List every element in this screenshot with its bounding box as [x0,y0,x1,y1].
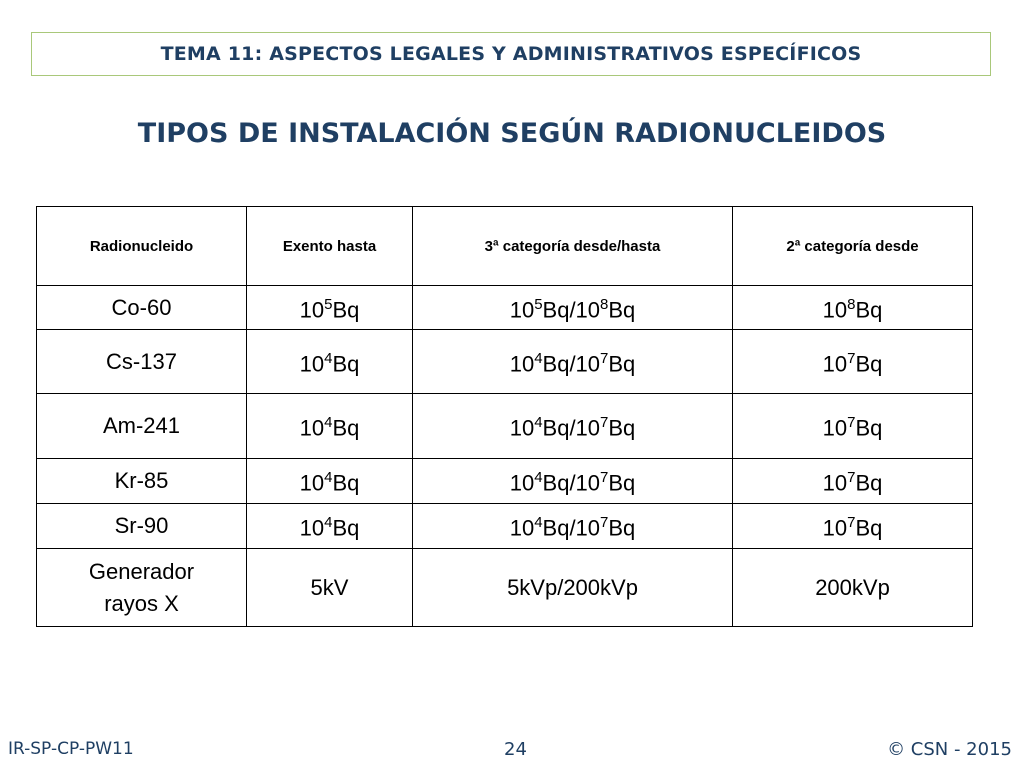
exponent: 7 [600,514,609,532]
header-banner [31,32,991,76]
exponent: 7 [600,349,609,367]
footer-code: IR-SP-CP-PW11 [8,739,134,759]
cell-radionuclide [37,394,247,459]
cell-third-category: $10^4Bq/10^7Bq$ [413,459,733,504]
exponent: 7 [847,514,856,532]
exponent: 4 [534,349,543,367]
exponent: 7 [847,469,856,487]
exponent: 4 [324,514,333,532]
cell-exempt: $10^4Bq$ [247,459,413,504]
table-row [37,459,973,504]
table-row [37,549,973,627]
exponent: 8 [600,295,609,313]
cell-second-category: $10^8Bq$ [733,286,973,330]
cell-radionuclide [37,549,247,627]
cell-second-category: $10^7Bq$ [733,504,973,549]
exponent: 4 [324,414,333,432]
page-number: 24 [504,739,527,760]
cell-third-category: $10^5Bq/10^8Bq$ [413,286,733,330]
cell-second-category: $10^7Bq$ [733,394,973,459]
header-exempt: Exento hasta [247,207,413,286]
cell-second-category: 200kVp [733,549,973,627]
exponent: 7 [847,414,856,432]
cell-radionuclide [37,459,247,504]
nuclide-line: Am-241 [102,413,181,438]
header-second-category: 2ª categoría desde [733,207,973,286]
header-text: TEMA 11: ASPECTOS LEGALES Y ADMINISTRATIVOS ESPECÍFICOS [160,43,862,65]
nuclide-line: Sr-90 [114,513,169,538]
table-row [37,504,973,549]
cell-second-category: $10^7Bq$ [733,330,973,394]
table-body [37,286,973,627]
radionuclide-table [36,206,973,627]
exponent: 4 [324,349,333,367]
header-radionuclide: Radionucleido [37,207,247,286]
table-row [37,330,973,394]
cell-third-category: 5kVp/200kVp [413,549,733,627]
exponent: 8 [847,295,856,313]
cell-radionuclide [37,504,247,549]
nuclide-line: Generador [88,558,195,584]
exponent: 4 [534,469,543,487]
cell-third-category: $10^4Bq/10^7Bq$ [413,330,733,394]
nuclide-line: Co-60 [111,294,172,320]
exponent: 5 [534,295,543,313]
exponent: 7 [600,414,609,432]
cell-radionuclide [37,286,247,330]
cell-exempt: $10^5Bq$ [247,286,413,330]
table-header-row [37,207,973,286]
exponent: 7 [847,349,856,367]
header-third-category: 3ª categoría desde/hasta [413,207,733,286]
exponent: 4 [534,514,543,532]
cell-third-category: $10^4Bq/10^7Bq$ [413,394,733,459]
table-row [37,394,973,459]
cell-third-category: $10^4Bq/10^7Bq$ [413,504,733,549]
cell-exempt: 5kV [247,549,413,627]
slide-title: TIPOS DE INSTALACIÓN SEGÚN RADIONUCLEIDOS [137,118,887,149]
nuclide-line: Kr-85 [114,468,169,493]
footer-copyright: © CSN - 2015 [887,739,1012,760]
cell-exempt: $10^4Bq$ [247,330,413,394]
nuclide-line: Cs-137 [106,348,177,374]
cell-second-category: $10^7Bq$ [733,459,973,504]
cell-exempt: $10^4Bq$ [247,504,413,549]
exponent: 7 [600,469,609,487]
cell-radionuclide [37,330,247,394]
cell-exempt: $10^4Bq$ [247,394,413,459]
exponent: 5 [324,295,333,313]
table-row [37,286,973,330]
exponent: 4 [534,414,543,432]
exponent: 4 [324,469,333,487]
nuclide-line: rayos X [104,590,179,616]
